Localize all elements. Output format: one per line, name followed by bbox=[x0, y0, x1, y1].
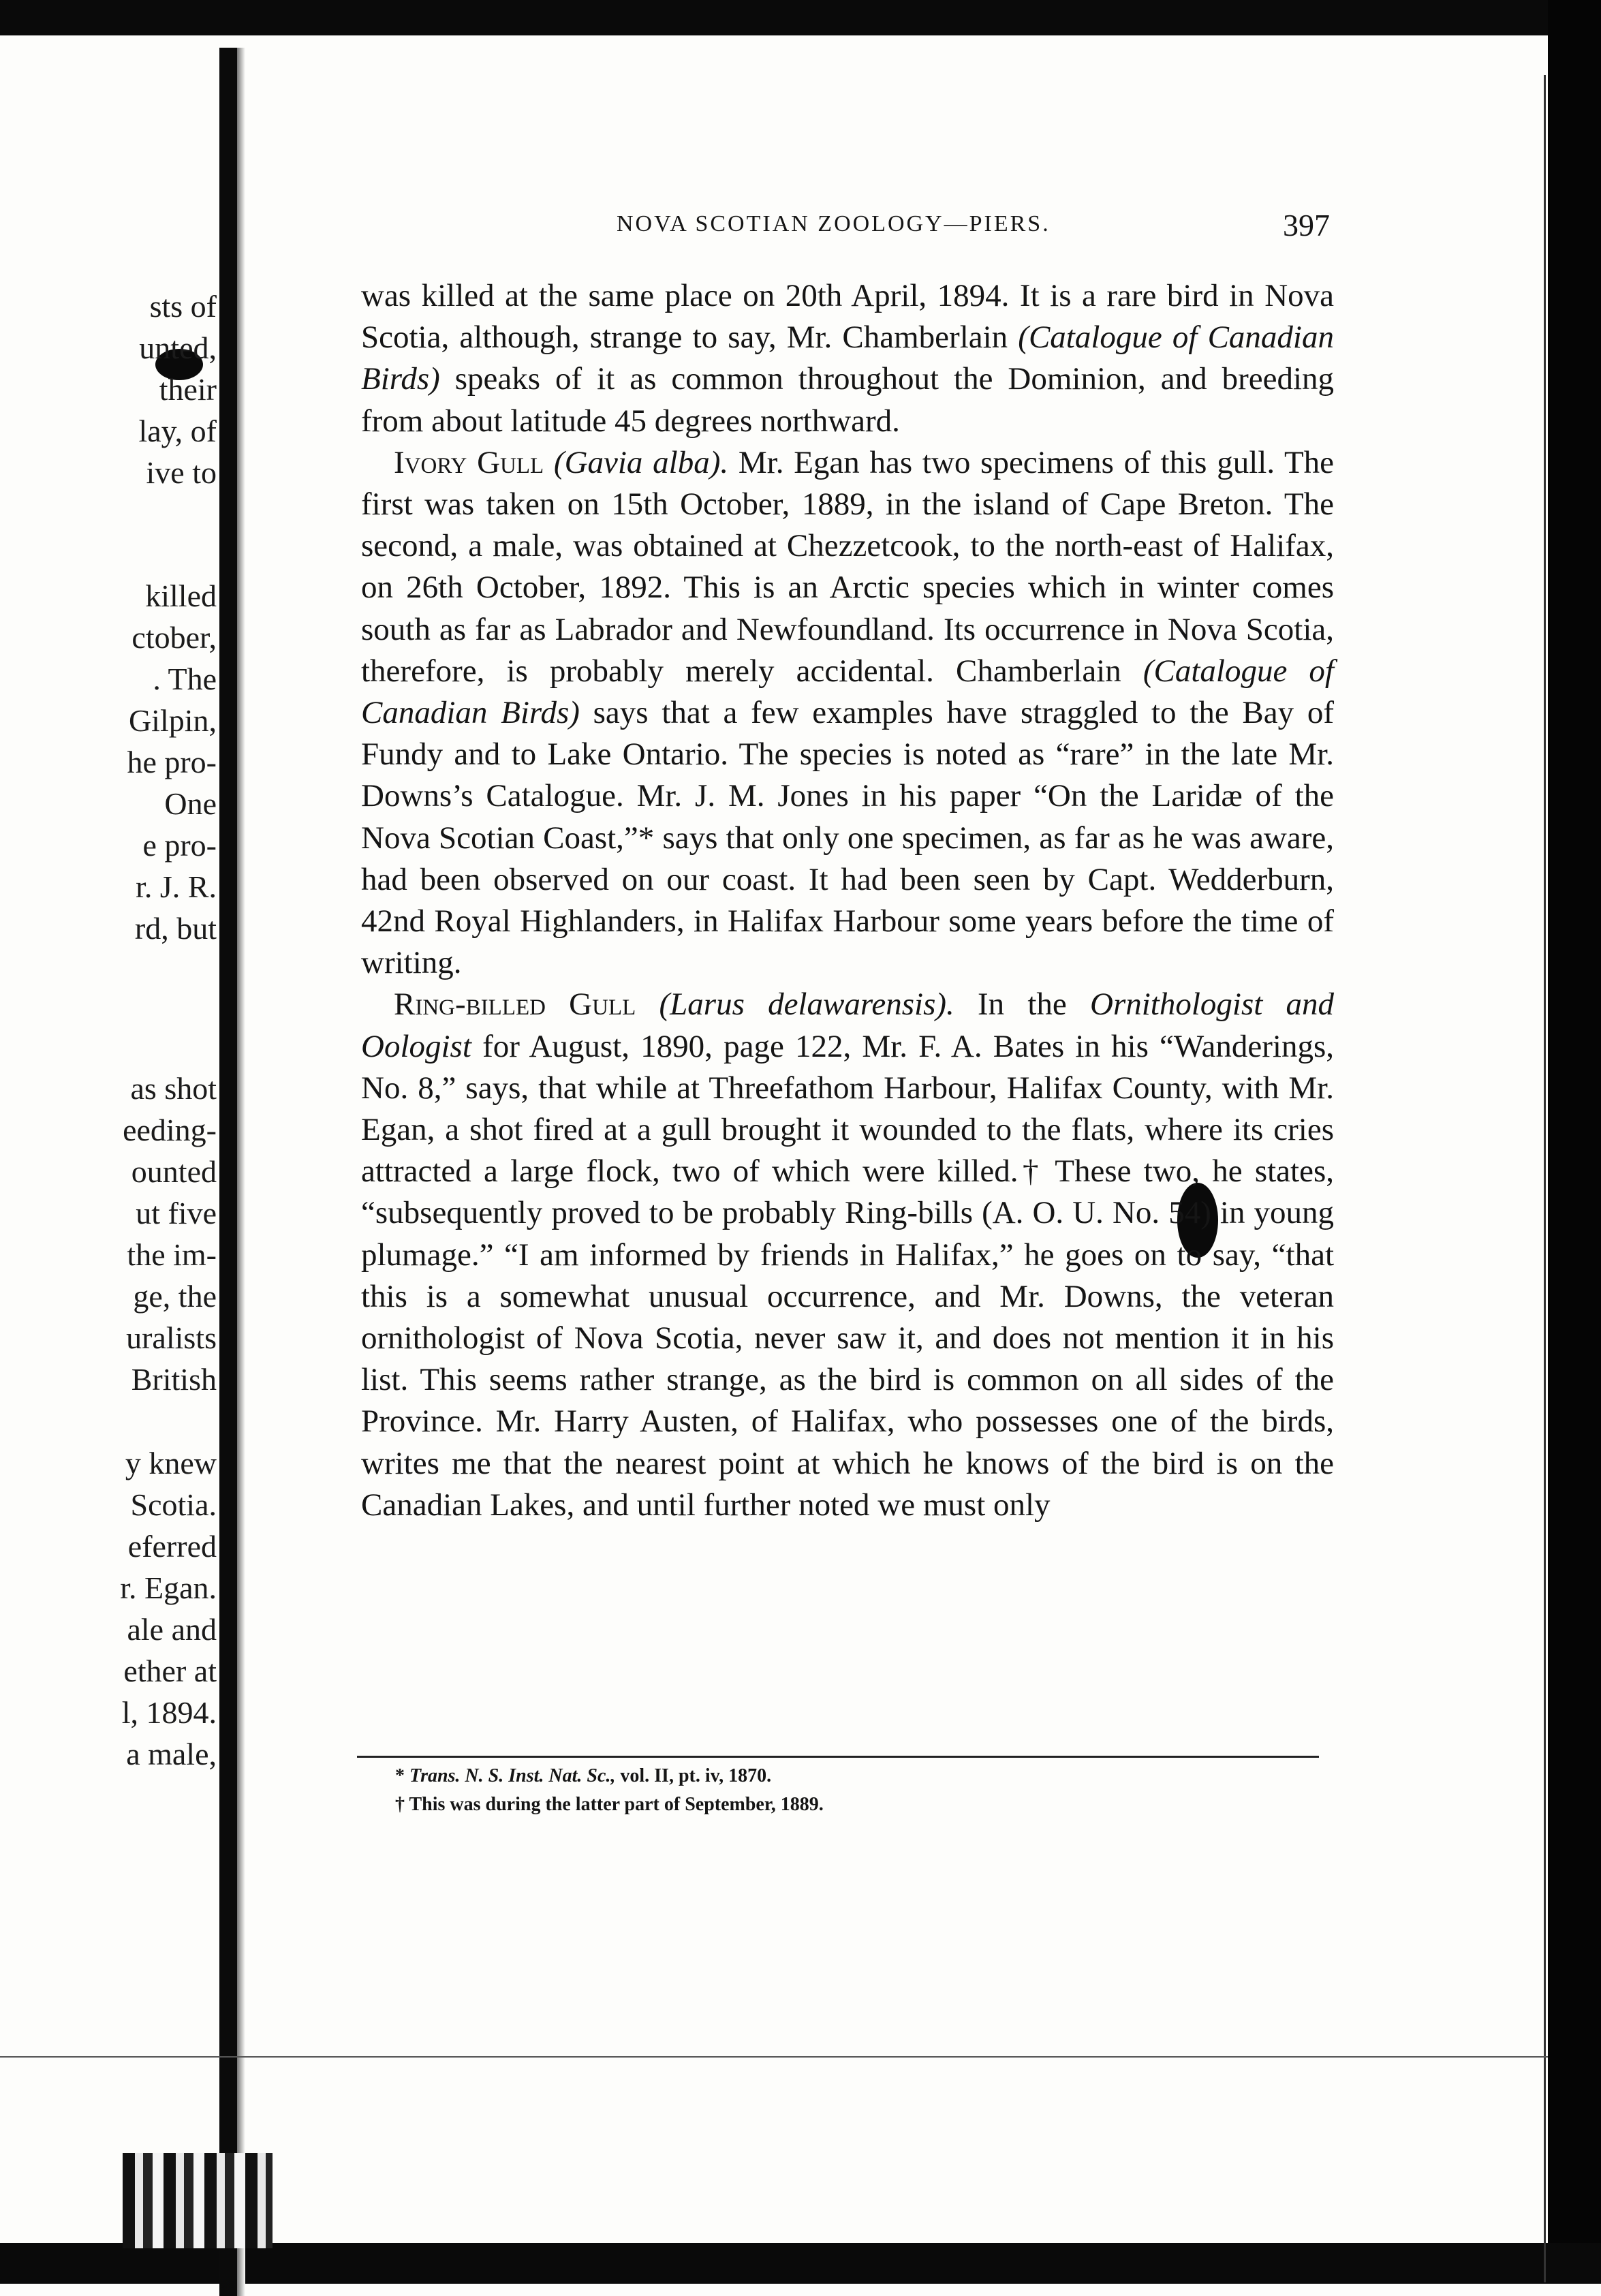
left-fragment-line: a male, bbox=[126, 1737, 217, 1771]
left-fragment-line: uralists bbox=[126, 1320, 217, 1355]
left-fragment-line: One bbox=[164, 786, 217, 821]
left-fragment-line: ounted bbox=[131, 1154, 217, 1189]
left-fragment-line: eferred bbox=[127, 1529, 217, 1564]
species-heading: Ivory Gull bbox=[394, 444, 544, 480]
scientific-name: (Larus delawarensis). bbox=[659, 987, 954, 1023]
left-fragment-line: ge, the bbox=[133, 1279, 217, 1314]
left-fragment-line: ut five bbox=[136, 1196, 217, 1230]
paragraph bbox=[361, 275, 1334, 442]
left-fragment-line: y knew bbox=[125, 1446, 217, 1480]
text-run: Mr. Egan has two specimens of this gull. The first was taken on 15th October, 1889, in the island of Cape Breton. The second, a male, was obtained at Chezzetcook, to the north-east of Halifax, on 26th October, 1892. This is an Arctic species which in winter comes south as far as Labrador and Newfoundland. Its occurrence in Nova Scotia, therefore, is probably merely accidental. Chamberlain bbox=[361, 444, 1335, 689]
running-title: NOVA SCOTIAN ZOOLOGY—PIERS. bbox=[617, 211, 1051, 236]
footnote-citation: Trans. N. S. Inst. Nat. Sc., bbox=[409, 1765, 616, 1786]
paragraph-ring-billed-gull bbox=[361, 984, 1334, 1526]
left-fragment-line: lay, of bbox=[138, 414, 217, 448]
left-fragment-line: ive to bbox=[146, 455, 217, 490]
text-run: says that a few examples have straggled to the Bay of Fundy and to Lake Ontario. The species is noted as “rare” in the late Mr. Downs’s Catalogue. Mr. J. M. Jones in his paper “On the Laridæ of the Nova Scotian Coast,”* says that only one specimen, as far as he was aware, had been observed on our coast. It had been seen by Capt. Wedderburn, 42nd Royal Highlanders, in Halifax Harbour some years before the time of writing. bbox=[361, 695, 1335, 981]
text-run: In the bbox=[978, 987, 1067, 1023]
footnote-mark: * bbox=[395, 1765, 405, 1786]
left-fragment-line: eeding- bbox=[123, 1113, 217, 1147]
left-fragment-line: their bbox=[159, 372, 217, 407]
text-run: for August, 1890, page 122, Mr. F. A. Bates in his “Wanderings, No. 8,” says, that while at Threefathom Harbour, Halifax County, with Mr. Egan, a shot fired at a gull brought it wounded to the flats, where its cries attracted a large flock, two of which were killed.† These two, he states, “subsequently proved to be probably Ring-bills (A. O. U. No. 54) in young plumage.” “I am informed by friends in Halifax,” he goes on to say, “that this is a somewhat unusual occurrence, and Mr. Downs, the veteran ornithologist of Nova Scotia, never saw it, and does not mention it in his list. This seems rather strange, as the bird is common on all sides of the Province. Mr. Harry Austen, of Halifax, who possesses one of the birds, writes me that the nearest point at which he knows of the bird is on the Canadian Lakes, and until further noted we must only bbox=[361, 1028, 1334, 1523]
left-fragment-line: ether at bbox=[123, 1654, 217, 1688]
left-fragment-line: he pro- bbox=[127, 745, 217, 779]
footnote-1 bbox=[395, 1762, 824, 1790]
left-fragment-line: Gilpin, bbox=[128, 703, 217, 738]
footnote-rule bbox=[357, 1756, 1319, 1758]
text-run: was killed at the same place on 20th April, 1894. It is a rare bird in Nova Scotia, although, strange to say, Mr. Chamberlain bbox=[361, 278, 1334, 356]
journal-title-italic: Ornithologist and Oologist bbox=[361, 987, 1335, 1064]
left-fragment-line: unted, bbox=[139, 330, 217, 365]
page-bottom-edge bbox=[0, 2056, 1548, 2058]
scan-border-right bbox=[1548, 0, 1601, 2284]
paragraph-ivory-gull bbox=[361, 442, 1334, 984]
left-fragment-line: ale and bbox=[127, 1612, 217, 1647]
left-fragment-line: British bbox=[131, 1362, 217, 1397]
left-fragment-line: e pro- bbox=[142, 828, 217, 863]
page-edge-line bbox=[1544, 75, 1546, 2282]
gutter-shadow bbox=[237, 48, 245, 2296]
scan-border-top bbox=[0, 0, 1601, 35]
left-fragment-line: the im- bbox=[127, 1237, 217, 1272]
left-fragment-line: r. Egan. bbox=[120, 1570, 217, 1605]
book-gutter bbox=[219, 48, 237, 2296]
footnote-text: vol. II, pt. iv, 1870. bbox=[620, 1765, 772, 1786]
left-fragment-line: ctober, bbox=[131, 620, 217, 655]
book-title-italic: (Catalogue of Canadian Birds) bbox=[361, 653, 1334, 731]
footnotes bbox=[395, 1762, 824, 1819]
body-text bbox=[361, 275, 1334, 1526]
scientific-name: (Gavia alba). bbox=[553, 444, 729, 480]
left-fragment-line: l, 1894. bbox=[121, 1695, 217, 1730]
left-fragment-line: rd, but bbox=[134, 911, 217, 946]
species-heading: Ring-billed Gull bbox=[394, 987, 636, 1023]
left-fragment-line: Scotia. bbox=[130, 1487, 217, 1522]
left-fragment-line: . The bbox=[153, 662, 217, 696]
left-fragment-line: killed bbox=[145, 578, 217, 613]
left-fragment-line: r. J. R. bbox=[136, 869, 217, 904]
footnote-2: † This was during the latter part of September, 1889. bbox=[395, 1794, 824, 1815]
page-number: 397 bbox=[1283, 208, 1330, 243]
text-run: speaks of it as common throughout the Dominion, and breeding from about latitude 45 degrees northward. bbox=[361, 361, 1334, 439]
scan-artifact-strip bbox=[123, 2153, 273, 2248]
left-fragment-line: as shot bbox=[130, 1071, 217, 1106]
left-fragment-line: sts of bbox=[149, 289, 217, 324]
book-title-italic: (Catalogue of Canadian Birds) bbox=[361, 320, 1334, 397]
